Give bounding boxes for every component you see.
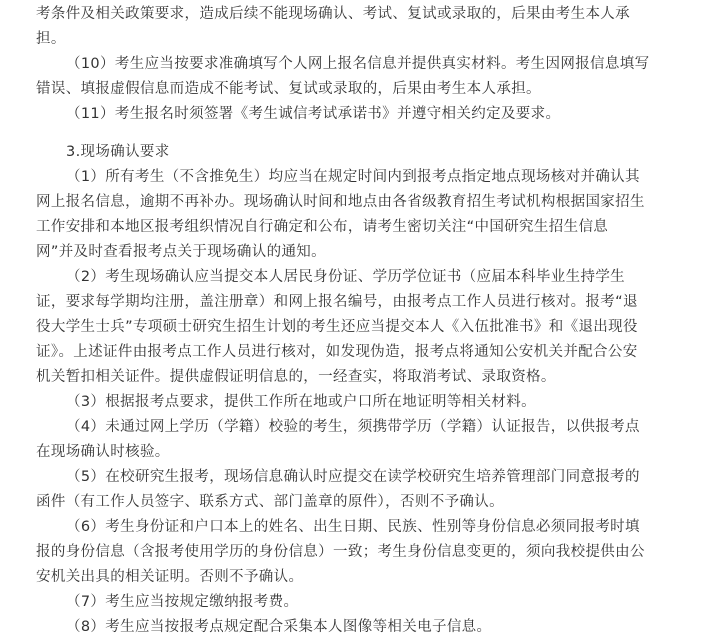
paragraph-line: （4）未通过网上学历（学籍）校验的考生，须携带学历（学籍）认证报告，以供报考点: [66, 419, 640, 435]
paragraph-line: 网”并及时查看报考点关于现场确认的通知。: [36, 244, 327, 260]
paragraph-line: 机关暂扣相关证件。提供虚假证明信息的，一经查实，将取消考试、录取资格。: [36, 369, 556, 385]
paragraph-line: （10）考生应当按要求准确填写个人网上报名信息并提供真实材料。考生因网报信息填写: [66, 56, 650, 72]
paragraph-line: 函件（有工作人员签字、联系方式、部门盖章的原件），否则不予确认。: [36, 494, 504, 510]
paragraph-line: 工作安排和本地区报考组织情况自行确定和公布，请考生密切关注“中国研究生招生信息: [36, 219, 609, 235]
paragraph-line: （1）所有考生（不含推免生）均应当在规定时间内到报考点指定地点现场核对并确认其: [66, 169, 640, 185]
paragraph-line: （3）根据报考点要求，提供工作所在地或户口所在地证明等相关材料。: [66, 394, 536, 410]
section-heading: 3.现场确认要求: [66, 144, 170, 160]
paragraph-line: （5）在校研究生报考，现场信息确认时应提交在读学校研究生培养管理部门同意报考的: [66, 469, 640, 485]
paragraph-line: 担。: [36, 31, 66, 47]
paragraph-line: （6）考生身份证和户口本上的姓名、出生日期、民族、性别等身份信息必须同报考时填: [66, 519, 640, 535]
paragraph-line: 在现场确认时核验。: [36, 444, 170, 460]
paragraph-line: 错误、填报虚假信息而造成不能考试、复试或录取的，后果由考生本人承担。: [36, 81, 541, 97]
paragraph-line: 证，要求每学期均注册，盖注册章）和网上报名编号，由报考点工作人员进行核对。报考“退: [36, 294, 638, 310]
paragraph-line: （7）考生应当按规定缴纳报考费。: [66, 594, 299, 610]
paragraph-line: 安机关出具的相关证明。否则不予确认。: [36, 569, 304, 585]
paragraph-line: 报的身份信息（含报考使用学历的身份信息）一致；考生身份信息变更的，须向我校提供由公: [36, 544, 645, 560]
paragraph-line: （11）考生报名时须签署《考生诚信考试承诺书》并遵守相关约定及要求。: [66, 106, 561, 122]
paragraph-line: （8）考生应当按报考点规定配合采集本人图像等相关电子信息。: [66, 619, 492, 635]
paragraph-line: （2）考生现场确认应当提交本人居民身份证、学历学位证书（应届本科毕业生持学生: [66, 269, 626, 285]
paragraph-line: 网上报名信息，逾期不再补办。现场确认时间和地点由各省级教育招生考试机构根据国家招生: [36, 194, 645, 210]
paragraph-line: 役大学生士兵”专项硕士研究生招生计划的考生还应当提交本人《入伍批准书》和《退出现役: [36, 319, 638, 335]
paragraph-line: 证》。上述证件由报考点工作人员进行核对，如发现伪造，报考点将通知公安机关并配合公安: [36, 344, 638, 360]
paragraph-line: 考条件及相关政策要求，造成后续不能现场确认、考试、复试或录取的，后果由考生本人承: [36, 6, 630, 22]
